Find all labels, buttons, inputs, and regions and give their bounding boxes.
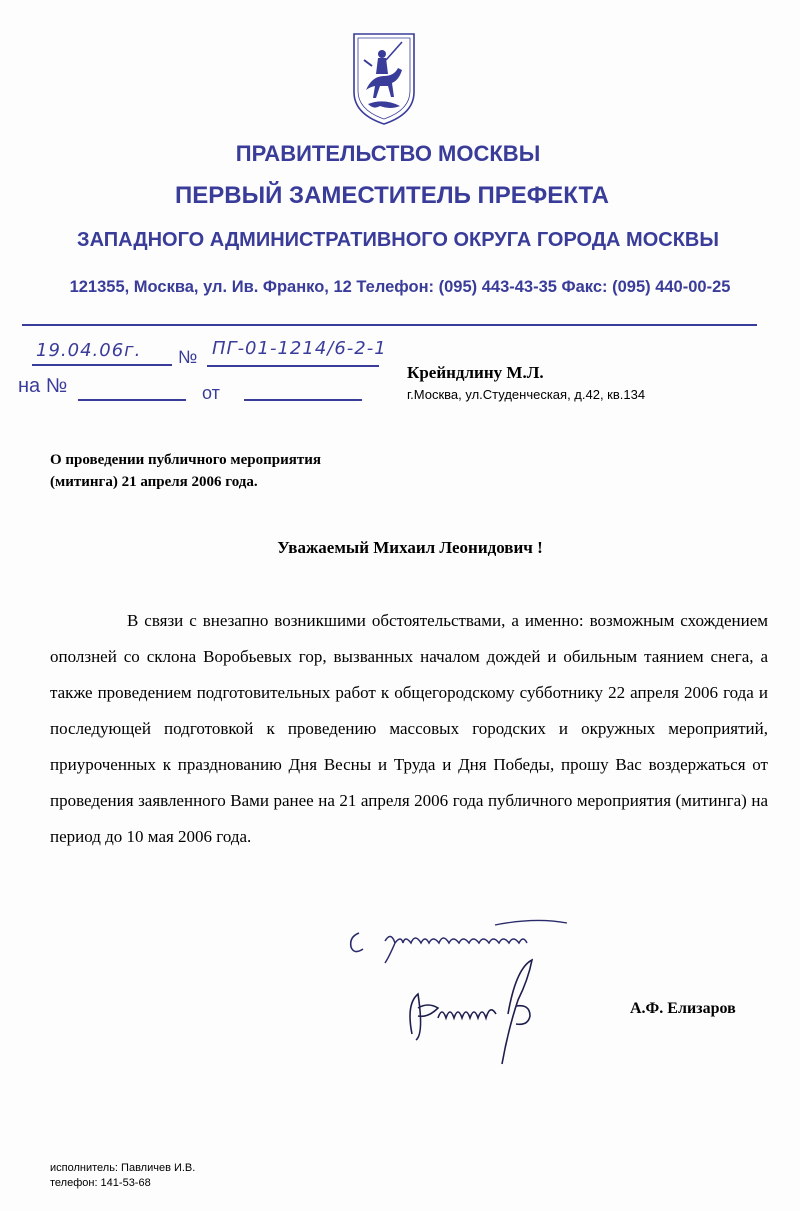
letterhead-district: ЗАПАДНОГО АДМИНИСТРАТИВНОГО ОКРУГА ГОРОДА МОСКВЫ bbox=[77, 229, 719, 251]
letterhead-contacts: 121355, Москва, ул. Ив. Франко, 12 Телефон: (095) 443-43-35 Факс: (095) 440-00-25 bbox=[69, 278, 731, 296]
body-paragraph: В связи с внезапно возникшими обстоятельствами, а именно: возможным схождением оползней со склона Воробьевых гор, вызванных началом дождей и обильным таянием снега, а также проведением подготовительных работ к общегородскому субботнику 22 апреля 2006 года и последующей подготовкой к проведению массовых городских и окружных мероприятий, приуроченных к празднованию Дня Весны и Труда и Дня Победы, прошу Вас воздержаться от проведения заявленного Вами ранее на 21 апреля 2006 года публичного мероприятия (митинга) на период до 10 мая 2006 года. bbox=[50, 611, 768, 846]
number-line bbox=[207, 365, 379, 367]
registration-number: ПГ-01-1214/6-2-1 bbox=[212, 338, 387, 359]
ref-label: на № bbox=[18, 375, 68, 397]
letter-body bbox=[50, 603, 768, 855]
from-label: от bbox=[202, 383, 220, 403]
from-line bbox=[244, 399, 362, 401]
moscow-coat-of-arms-icon bbox=[352, 32, 416, 126]
subject-line-1: О проведении публичного мероприятия bbox=[50, 452, 322, 468]
letterhead-divider bbox=[22, 324, 757, 326]
executor-name: исполнитель: Павличев И.В. bbox=[50, 1162, 196, 1174]
subject-line-2: (митинга) 21 апреля 2006 года. bbox=[50, 474, 258, 490]
executor-phone: телефон: 141-53-68 bbox=[50, 1177, 151, 1189]
subject bbox=[50, 449, 321, 493]
registration-date: 19.04.06г. bbox=[36, 340, 142, 361]
addressee-address: г.Москва, ул.Студенческая, д.42, кв.134 bbox=[407, 387, 646, 402]
letterhead-position: ПЕРВЫЙ ЗАМЕСТИТЕЛЬ ПРЕФЕКТА bbox=[175, 182, 609, 209]
letterhead-government: ПРАВИТЕЛЬСТВО МОСКВЫ bbox=[235, 141, 541, 166]
executor-info bbox=[50, 1161, 195, 1191]
signatory-name: А.Ф. Елизаров bbox=[630, 1000, 736, 1017]
number-label: № bbox=[178, 347, 198, 367]
greeting: Уважаемый Михаил Леонидович ! bbox=[277, 538, 543, 557]
addressee-name: Крейндлину М.Л. bbox=[407, 363, 544, 382]
date-line bbox=[32, 364, 172, 366]
ref-line bbox=[78, 399, 186, 401]
handwritten-signature bbox=[398, 958, 548, 1078]
